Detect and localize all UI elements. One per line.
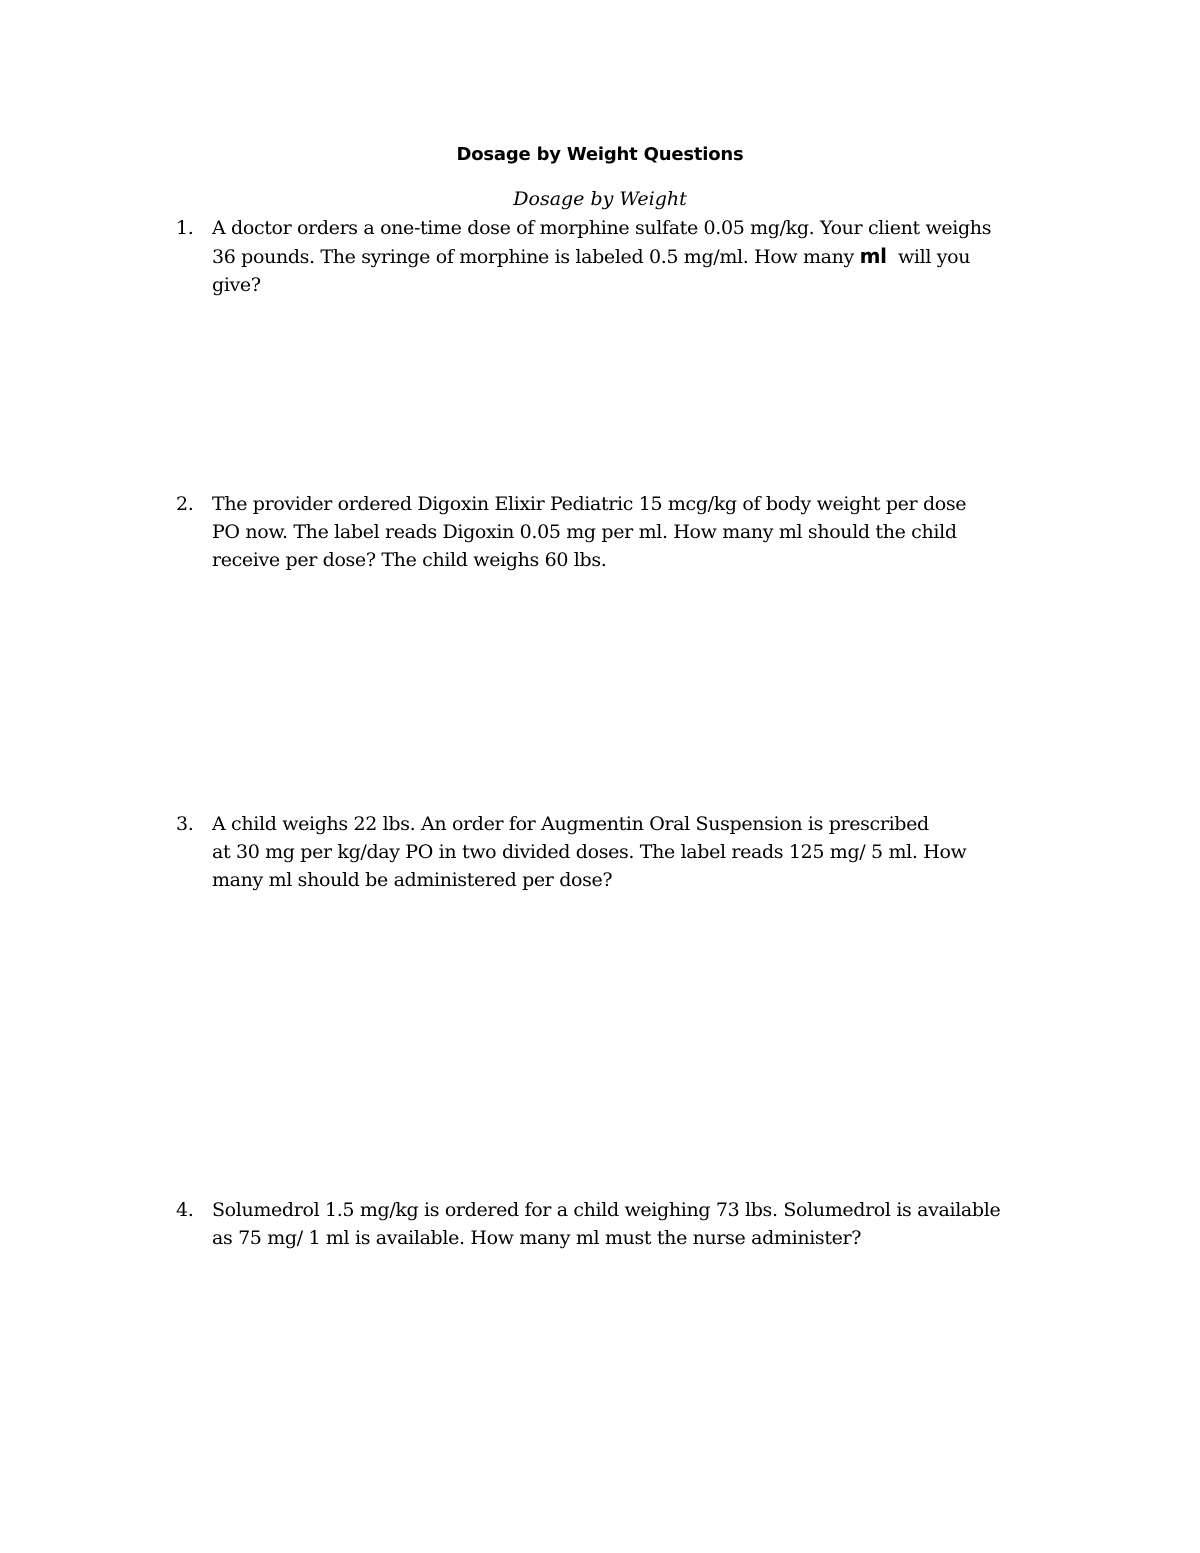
question-line-segment: will you bbox=[886, 246, 971, 268]
question-line: A child weighs 22 lbs. An order for Augmentin Oral Suspension is prescribed bbox=[212, 813, 929, 835]
question-line: A doctor orders a one-time dose of morphine sulfate 0.05 mg/kg. Your client weighs bbox=[212, 217, 992, 239]
question-number: 2. bbox=[176, 493, 194, 515]
section-heading: Dosage by Weight bbox=[513, 188, 687, 210]
question-line: receive per dose? The child weighs 60 lbs. bbox=[212, 549, 607, 571]
question-line: many ml should be administered per dose? bbox=[212, 869, 613, 891]
question-number: 1. bbox=[176, 217, 194, 239]
question-line: as 75 mg/ 1 ml is available. How many ml must the nurse administer? bbox=[212, 1227, 862, 1249]
question-number: 4. bbox=[176, 1199, 194, 1221]
question-text bbox=[212, 214, 1102, 299]
question-line: at 30 mg per kg/day PO in two divided doses. The label reads 125 mg/ 5 ml. How bbox=[212, 841, 967, 863]
question-text bbox=[212, 810, 1102, 894]
question-line: PO now. The label reads Digoxin 0.05 mg per ml. How many ml should the child bbox=[212, 521, 957, 543]
question-line bbox=[212, 242, 1102, 271]
question-number: 3. bbox=[176, 813, 194, 835]
question-line-segment: 36 pounds. The syringe of morphine is labeled 0.5 mg/ml. How many bbox=[212, 246, 860, 268]
page-title: Dosage by Weight Questions bbox=[456, 144, 744, 165]
question-line: give? bbox=[212, 274, 261, 296]
question-line: Solumedrol 1.5 mg/kg is ordered for a child weighing 73 lbs. Solumedrol is available bbox=[212, 1199, 1001, 1221]
question-text bbox=[212, 490, 1102, 574]
question-line: The provider ordered Digoxin Elixir Pediatric 15 mcg/kg of body weight per dose bbox=[212, 493, 967, 515]
emphasis-unit: ml bbox=[859, 244, 887, 268]
question-text bbox=[212, 1196, 1102, 1252]
